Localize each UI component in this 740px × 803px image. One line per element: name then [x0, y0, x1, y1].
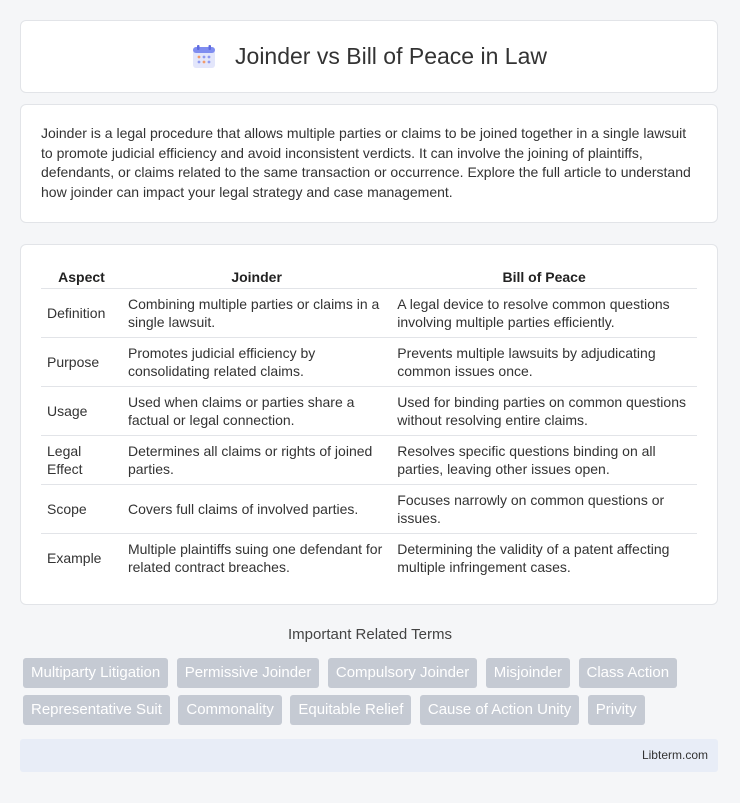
related-term-tag[interactable]: Misjoinder: [486, 658, 570, 688]
comparison-table: [41, 266, 697, 582]
joinder-cell: Determines all claims or rights of joined parties.: [122, 436, 391, 485]
table-row: [41, 289, 697, 338]
related-term-tag[interactable]: Compulsory Joinder: [328, 658, 477, 688]
joinder-cell: Multiple plaintiffs suing one defendant for related contract breaches.: [127, 541, 383, 575]
joinder-cell: Covers full claims of involved parties.: [122, 485, 391, 534]
bill-of-peace-cell: Focuses narrowly on common questions or issues.: [391, 485, 697, 534]
related-term-tag[interactable]: Cause of Action Unity: [420, 695, 579, 725]
title-card: [20, 20, 718, 93]
intro-card: [20, 104, 718, 223]
aspect-cell: Usage: [41, 387, 122, 436]
calendar-grid-icon: [191, 44, 217, 70]
bill-of-peace-cell: Resolves specific questions binding on all parties, leaving other issues open.: [391, 436, 697, 485]
table-header-row: [41, 266, 697, 289]
table-row: [41, 485, 697, 534]
bill-of-peace-cell: Determining the validity of a patent affecting multiple infringement cases.: [397, 541, 670, 575]
table-row: [41, 338, 697, 387]
joinder-cell: Promotes judicial efficiency by consolidating related claims.: [122, 338, 391, 387]
header-aspect: Aspect: [41, 266, 122, 289]
aspect-cell: Scope: [41, 485, 122, 534]
related-term-tag[interactable]: Multiparty Litigation: [23, 658, 168, 688]
related-term-tag[interactable]: Permissive Joinder: [177, 658, 320, 688]
bill-of-peace-cell: Prevents multiple lawsuits by adjudicating common issues once.: [391, 338, 697, 387]
page-title: Joinder vs Bill of Peace in Law: [235, 43, 547, 69]
intro-paragraph: Joinder is a legal procedure that allows multiple parties or claims to be joined together in a single lawsuit to promote judicial efficiency and avoid inconsistent verdicts. It can involve the joining of plaintiffs, defendants, or claims related to the same transaction or occurrence. Explore the full article to understand how joinder can impact your legal strategy and case management.: [41, 125, 691, 200]
comparison-card: [20, 244, 718, 605]
related-term-tag[interactable]: Representative Suit: [23, 695, 170, 725]
aspect-cell: Legal Effect: [41, 436, 122, 485]
joinder-cell: Used when claims or parties share a factual or legal connection.: [122, 387, 391, 436]
bill-of-peace-cell: Used for binding parties on common questions without resolving entire claims.: [391, 387, 697, 436]
table-row: [41, 436, 697, 485]
aspect-cell: Definition: [41, 289, 122, 338]
related-term-tag[interactable]: Equitable Relief: [290, 695, 411, 725]
aspect-cell: Example: [47, 550, 102, 566]
joinder-cell: Combining multiple parties or claims in a single lawsuit.: [122, 289, 391, 338]
table-row: [41, 387, 697, 436]
footer: [20, 739, 718, 772]
aspect-cell: Purpose: [41, 338, 122, 387]
table-row: [41, 534, 697, 583]
footer-site-link[interactable]: Libterm.com: [641, 748, 708, 762]
related-term-tag[interactable]: Commonality: [178, 695, 282, 725]
header-joinder: Joinder: [122, 266, 391, 289]
related-term-tag[interactable]: Privity: [588, 695, 645, 725]
related-term-tag[interactable]: Class Action: [579, 658, 678, 688]
bill-of-peace-cell: A legal device to resolve common questions involving multiple parties efficiently.: [391, 289, 697, 338]
header-bill-of-peace: Bill of Peace: [391, 266, 697, 289]
related-terms-list: [23, 658, 723, 732]
related-terms-title: Important Related Terms: [288, 626, 452, 643]
